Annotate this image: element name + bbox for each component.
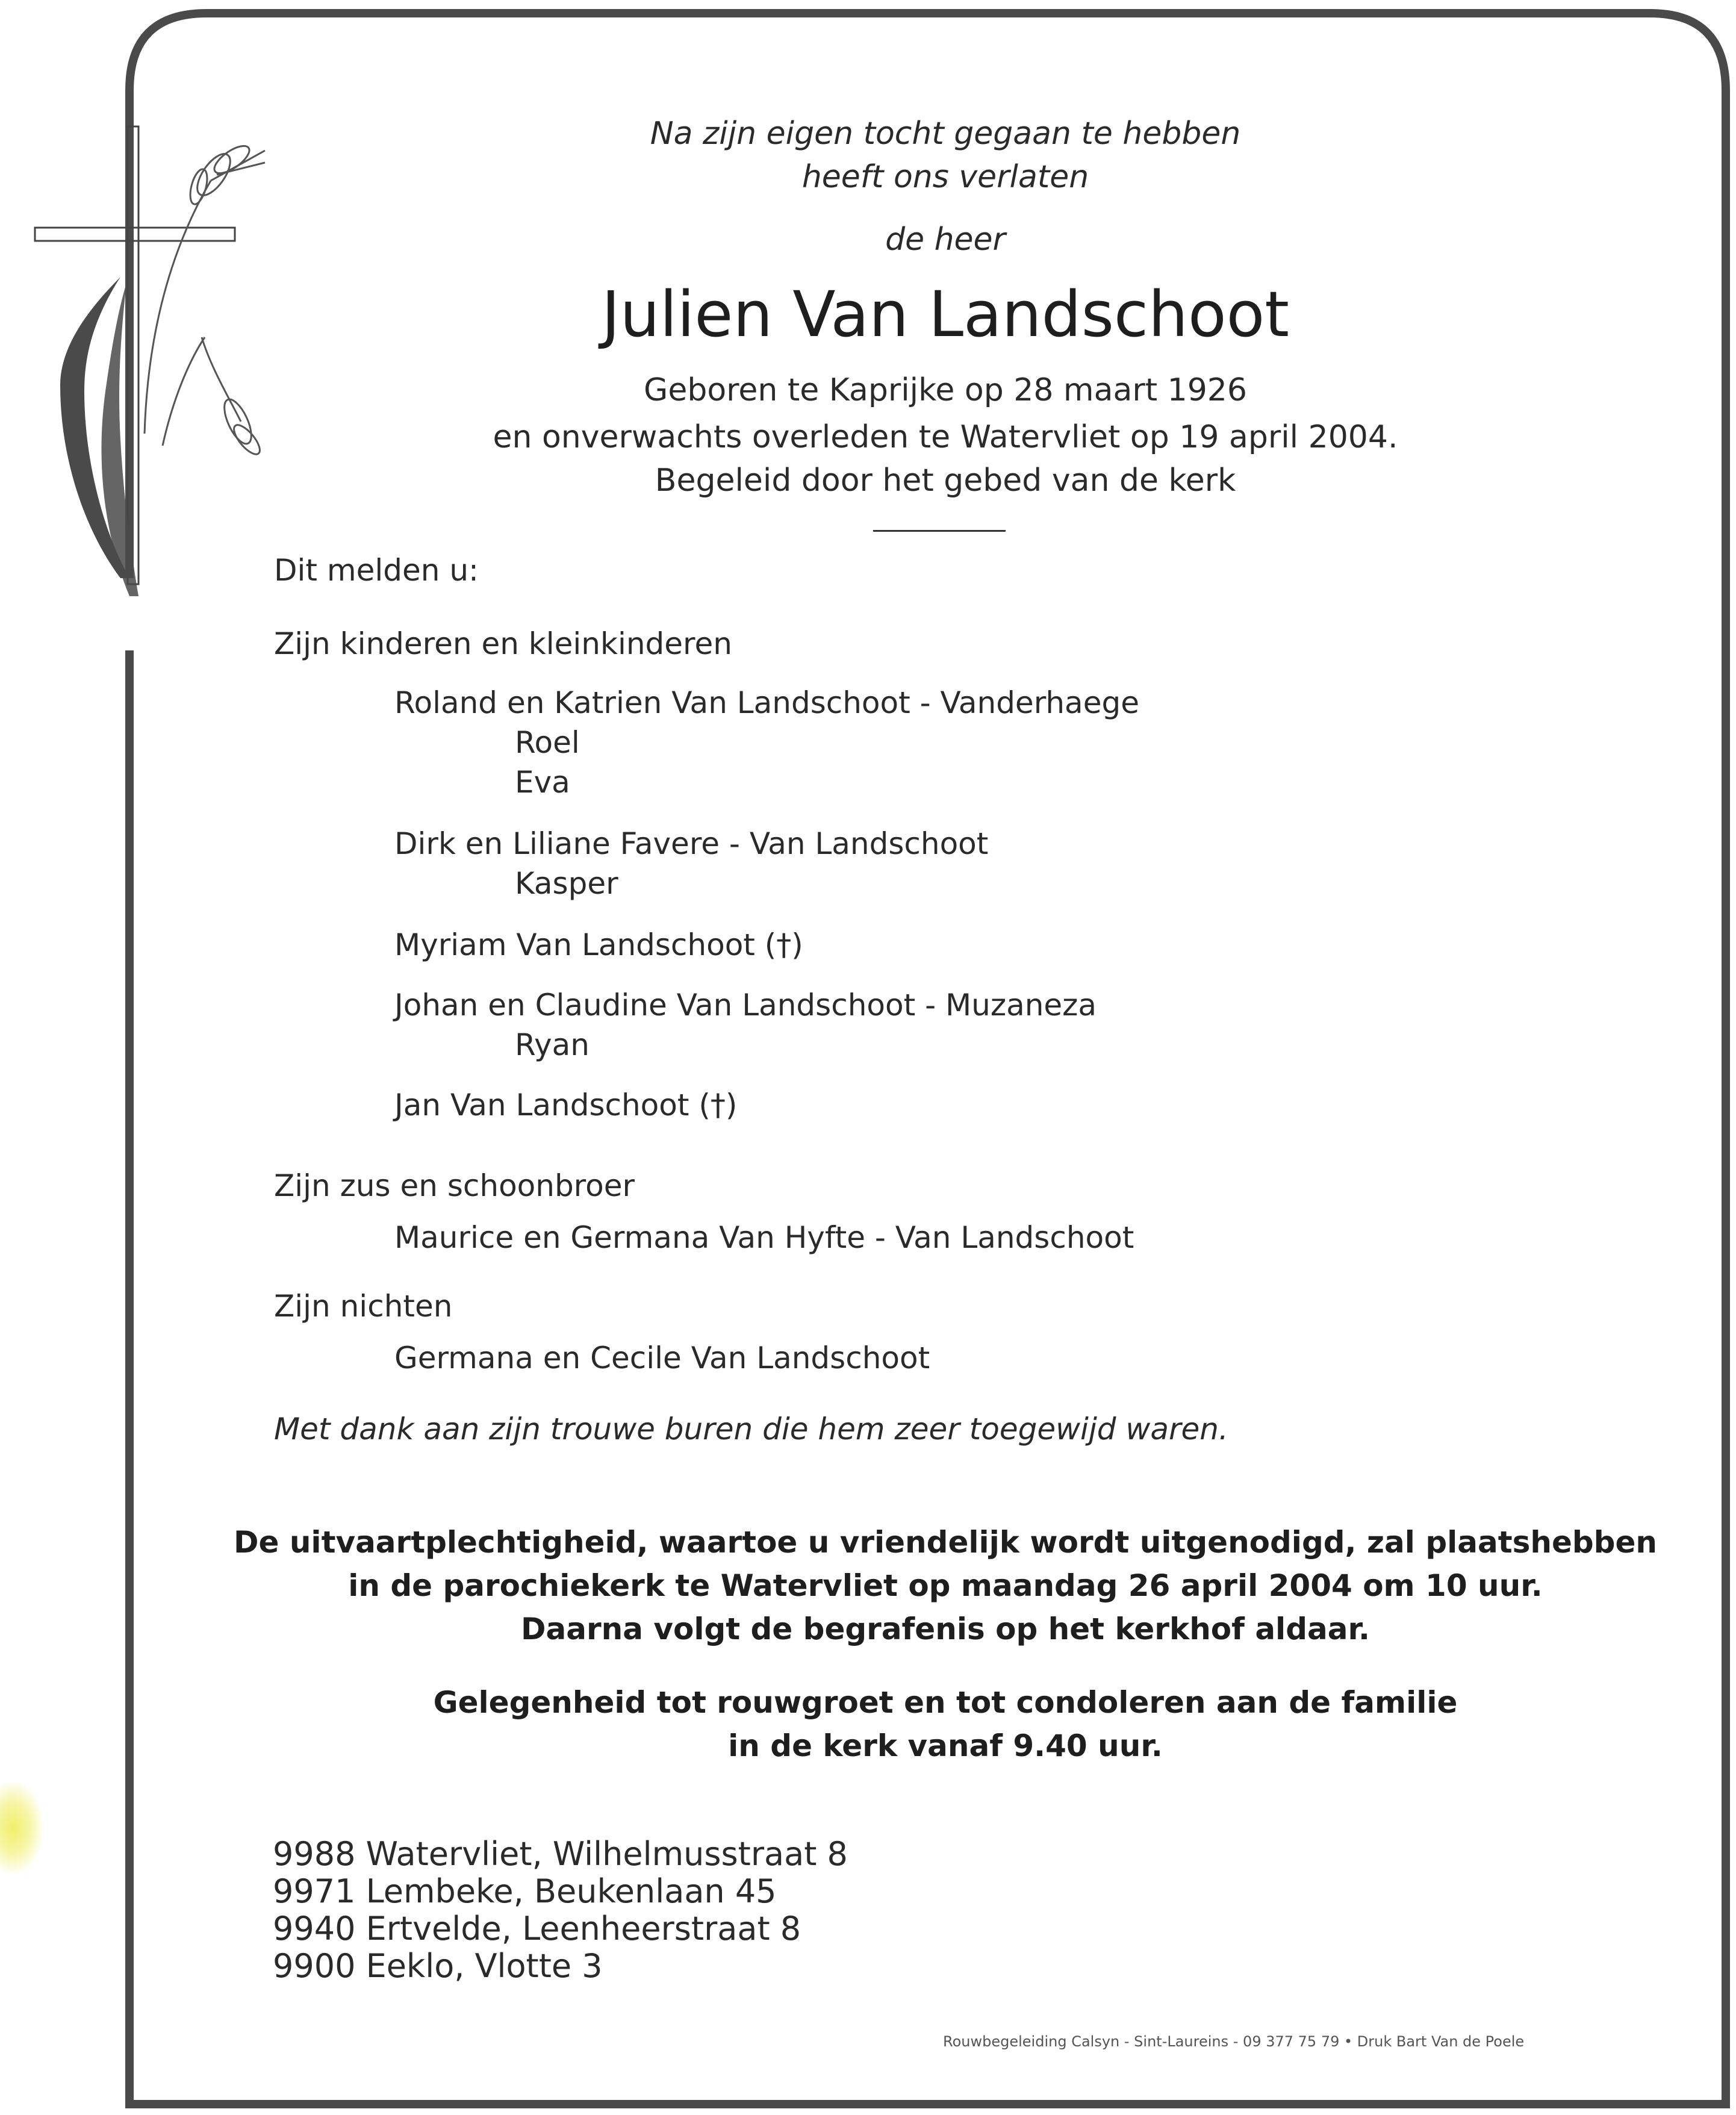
group-heading-children: Zijn kinderen en kleinkinderen (274, 626, 732, 661)
intro-title: de heer (885, 222, 1006, 258)
printer-footer: Rouwbegeleiding Calsyn - Sint-Laureins - 09 377 75 79 • Druk Bart Van de Poele (943, 2033, 1525, 2050)
announce-line: Dit melden u: (274, 553, 479, 588)
birth-line: Geboren te Kaprijke op 28 maart 1926 (644, 372, 1247, 408)
divider-line (873, 530, 1006, 532)
family-line: Myriam Van Landschoot (†) (394, 927, 803, 962)
address-line: 9900 Eeklo, Vlotte 3 (273, 1947, 603, 1985)
yellow-stain (0, 1783, 42, 1873)
funeral-line-3: Daarna volgt de begrafenis op het kerkhof aldaar. (520, 1612, 1370, 1646)
group-heading-nieces: Zijn nichten (274, 1289, 453, 1324)
deceased-name: Julien Van Landschoot (601, 278, 1290, 351)
family-line: Dirk en Liliane Favere - Van Landschoot (394, 826, 989, 861)
address-line: 9940 Ertvelde, Leenheerstraat 8 (273, 1910, 801, 1948)
family-line: Kasper (515, 866, 618, 901)
condolence-line-1: Gelegenheid tot rouwgroet en tot condoleren aan de familie (433, 1685, 1458, 1720)
family-line: Roel (515, 725, 580, 760)
family-line: Jan Van Landschoot (†) (394, 1088, 738, 1123)
family-line: Ryan (515, 1027, 590, 1062)
intro-line-2: heeft ons verlaten (801, 159, 1089, 195)
family-line: Maurice en Germana Van Hyfte - Van Landschoot (394, 1220, 1134, 1255)
family-line: Roland en Katrien Van Landschoot - Vanderhaege (394, 685, 1139, 720)
address-line: 9971 Lembeke, Beukenlaan 45 (273, 1872, 777, 1910)
family-line: Eva (515, 765, 570, 800)
intro-line-1: Na zijn eigen tocht gegaan te hebben (650, 116, 1241, 152)
funeral-line-1: De uitvaartplechtigheid, waartoe u vriendelijk wordt uitgenodigd, zal plaatshebben (234, 1525, 1657, 1560)
family-line: Germana en Cecile Van Landschoot (394, 1341, 930, 1375)
family-line: Johan en Claudine Van Landschoot - Muzaneza (394, 988, 1097, 1023)
prayer-line: Begeleid door het gebed van de kerk (655, 463, 1236, 499)
condolence-line-2: in de kerk vanaf 9.40 uur. (728, 1728, 1163, 1763)
thanks-line: Met dank aan zijn trouwe buren die hem zeer toegewijd waren. (274, 1412, 1228, 1447)
address-line: 9988 Watervliet, Wilhelmusstraat 8 (273, 1835, 848, 1873)
group-heading-sister: Zijn zus en schoonbroer (274, 1168, 635, 1203)
funeral-line-2: in de parochiekerk te Watervliet op maandag 26 april 2004 om 10 uur. (348, 1568, 1543, 1603)
death-line: en onverwachts overleden te Watervliet op 19 april 2004. (493, 419, 1398, 455)
